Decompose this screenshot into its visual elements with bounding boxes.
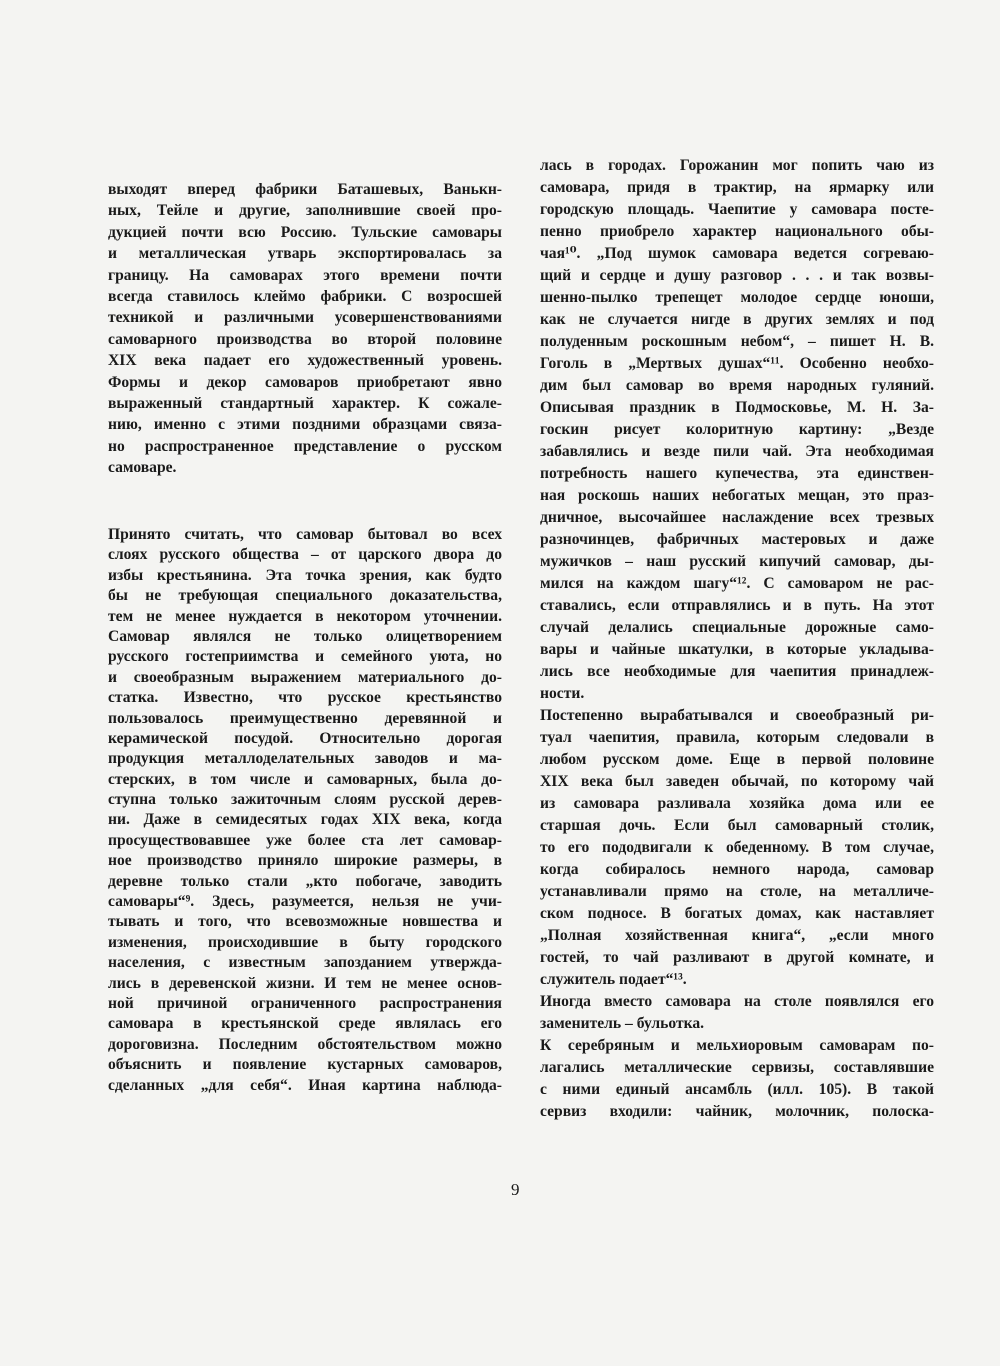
text-line: полуденным роскошным небом“, – пишет Н. В.: [540, 333, 934, 350]
text-line: ставались, если отправлялись и в путь. На этот: [540, 597, 934, 614]
text-line: слоях русского общества – от царского двора до: [108, 546, 502, 564]
text-line: XIX века падает его художественный уровень.: [108, 352, 502, 370]
text-line: забавлялись и везде пили чай. Эта необходимая: [540, 443, 934, 460]
text-line: городскую площадь. Чаепитие у самовара посте-: [540, 201, 934, 218]
text-line: сделанных „для себя“. Иная картина наблюда-: [108, 1076, 502, 1094]
text-line: мужичков – наш русский кипучий самовар, ды-: [540, 553, 934, 570]
text-line: тем не менее нуждается в некотором уточнении.: [108, 607, 502, 625]
paragraph: [108, 525, 502, 1096]
text-line: выраженный стандартный характер. К сожале-: [108, 394, 502, 412]
paragraph: [540, 705, 934, 991]
text-line: стерских, в том числе и самоварных, была до-: [108, 770, 502, 788]
text-line: „Полная хозяйственная книга“, „если много: [540, 927, 934, 944]
text-line: самовара, придя в трактир, на ярмарку или: [540, 179, 934, 196]
text-line: заменитель – бульотка.: [540, 1015, 705, 1032]
text-line: ности.: [540, 685, 585, 702]
text-line: Самовар являлся не только олицетворением: [108, 627, 502, 645]
text-line: населения, с известным запозданием утвержда-: [108, 954, 502, 972]
text-line: сервиз входили: чайник, молочник, полоска-: [540, 1103, 934, 1120]
text-line: самоваре.: [108, 459, 177, 477]
paragraph: [540, 155, 934, 705]
text-line: ском подносе. В богатых домах, как наставляет: [540, 905, 934, 922]
text-line: с ними единый ансамбль (илл. 105). В такой: [540, 1081, 934, 1098]
page-number: 9: [511, 1180, 520, 1199]
text-line: старшая дочь. Если был самоварный столик,: [540, 817, 934, 834]
text-line: ная роскошь наших небогатых мещан, это праз-: [540, 487, 934, 504]
text-line: когда собиралось немного народа, самовар: [540, 861, 934, 878]
text-line: лась в городах. Горожанин мог попить чаю из: [540, 157, 934, 174]
text-line: дим был самовар во время народных гуляний.: [540, 377, 934, 394]
text-line: лись все необходимые для чаепития принадлеж-: [540, 663, 934, 680]
text-line: Постепенно вырабатывался и своеобразный ри-: [540, 707, 934, 724]
paragraph: [108, 179, 502, 478]
text-line: деревне только стали „кто побогаче, заводить: [108, 872, 502, 890]
text-line: ной причиной ограниченного распространения: [108, 994, 502, 1012]
text-line: керамической посудой. Относительно дорогая: [108, 729, 502, 747]
text-line: избы крестьянина. Эта точка зрения, как будто: [108, 566, 502, 584]
text-line: как не случается нигде в других землях и под: [540, 311, 934, 328]
text-line: бы не требующая специального доказательства,: [108, 587, 502, 605]
text-line: любом русском доме. Еще в первой половине: [540, 751, 934, 768]
text-line: Иногда вместо самовара на столе появлялся его: [540, 993, 934, 1010]
text-line: устанавливали прямо на столе, на металличе-: [540, 883, 934, 900]
text-line: дукцией почти всю Россию. Тульские самовары: [108, 223, 502, 241]
text-line: чая¹⁰. „Под шумок самовара ведется согреваю-: [540, 245, 934, 262]
text-line: просуществовавшее уже более ста лет самовар-: [108, 831, 502, 849]
text-line: пользовалось преимущественно деревянной и: [108, 709, 502, 727]
text-line: всегда ставилось клеймо фабрики. С возросшей: [108, 287, 502, 305]
text-line: Описывая праздник в Подмосковье, М. Н. За-: [540, 399, 934, 416]
text-line: потребность нашего купечества, эта единствен-: [540, 465, 934, 482]
paragraph: [540, 991, 934, 1035]
text-line: Принято считать, что самовар бытовал во всех: [108, 526, 502, 543]
text-line: русского гостеприимства и семейного уюта, но: [108, 648, 502, 666]
text-line: Гоголь в „Мертвых душах“¹¹. Особенно необхо-: [540, 355, 934, 372]
text-line: изменения, происходившие в быту городского: [108, 933, 502, 951]
right-text-column: [540, 155, 934, 1123]
text-line: шенно-пылко трепещет молодое сердце юноши,: [540, 289, 934, 306]
text-line: и своеобразным выражением материального до-: [108, 668, 502, 686]
left-text-column: [108, 0, 502, 1366]
text-line: техникой и различными усовершенствованиями: [108, 309, 502, 327]
text-line: лись в деревенской жизни. И тем не менее основ-: [108, 974, 502, 992]
text-line: и металлическая утварь экспортировалась за: [108, 245, 502, 263]
text-line: пенно приобрело характер национального обы-: [540, 223, 934, 240]
text-line: щий и сердце и душу разговор . . . и так возвы-: [540, 267, 934, 284]
text-line: лагались металлические сервизы, составлявшие: [540, 1059, 934, 1076]
text-line: ных, Тейле и другие, заполнившие своей про-: [108, 202, 502, 220]
paragraph: [540, 1035, 934, 1123]
text-line: госкин рисует колоритную картину: „Везде: [540, 421, 934, 438]
text-line: разночинцев, фабричных мастеровых и даже: [540, 531, 934, 548]
text-line: ное производство приняло широкие размеры, в: [108, 852, 502, 870]
text-line: из самовара разливала хозяйка дома или ее: [540, 795, 934, 812]
text-line: туал чаепития, правила, которым следовали в: [540, 729, 934, 746]
text-line: дничное, высочайшее наслаждение всех трезвых: [540, 509, 934, 526]
text-line: самоварного производства во второй половине: [108, 330, 502, 348]
text-line: границу. На самоварах этого времени почти: [108, 266, 502, 284]
text-line: Формы и декор самоваров приобретают явно: [108, 373, 502, 391]
text-line: мился на каждом шагу“¹². С самоваром не рас-: [540, 575, 934, 592]
text-line: то его пододвигали к обеденному. В том случае,: [540, 839, 934, 856]
text-line: ступна только зажиточным слоям русской дерев-: [108, 791, 502, 809]
text-line: случай делались специальные дорожные само-: [540, 619, 934, 636]
text-line: тывать и того, что всевозможные новшества и: [108, 913, 502, 931]
text-line: но распространенное представление о русском: [108, 437, 502, 455]
text-line: гостей, то чай разливают в другой комнате, и: [540, 949, 934, 966]
text-line: ни. Даже в семидесятых годах XIX века, когда: [108, 811, 502, 829]
text-line: К серебряным и мельхиоровым самоварам по-: [540, 1037, 934, 1054]
text-line: продукция металлоделательных заводов и ма-: [108, 750, 502, 768]
text-line: служитель подает“¹³.: [540, 971, 687, 988]
text-line: самовары“⁹. Здесь, разумеется, нельзя не учи-: [108, 893, 502, 911]
text-line: самовара в крестьянской среде являлась его: [108, 1015, 502, 1033]
text-line: статка. Известно, что русское крестьянство: [108, 689, 502, 707]
text-line: дороговизна. Последним обстоятельством можно: [108, 1035, 502, 1053]
text-line: XIX века был заведен обычай, по которому чай: [540, 773, 934, 790]
text-line: объяснить и появление кустарных самоваров,: [108, 1056, 502, 1074]
text-line: вары и чайные шкатулки, в которые укладыва-: [540, 641, 934, 658]
text-line: нию, именно с этими поздними образцами связа-: [108, 416, 502, 434]
text-line: выходят вперед фабрики Баташевых, Ванькн-: [108, 181, 502, 198]
